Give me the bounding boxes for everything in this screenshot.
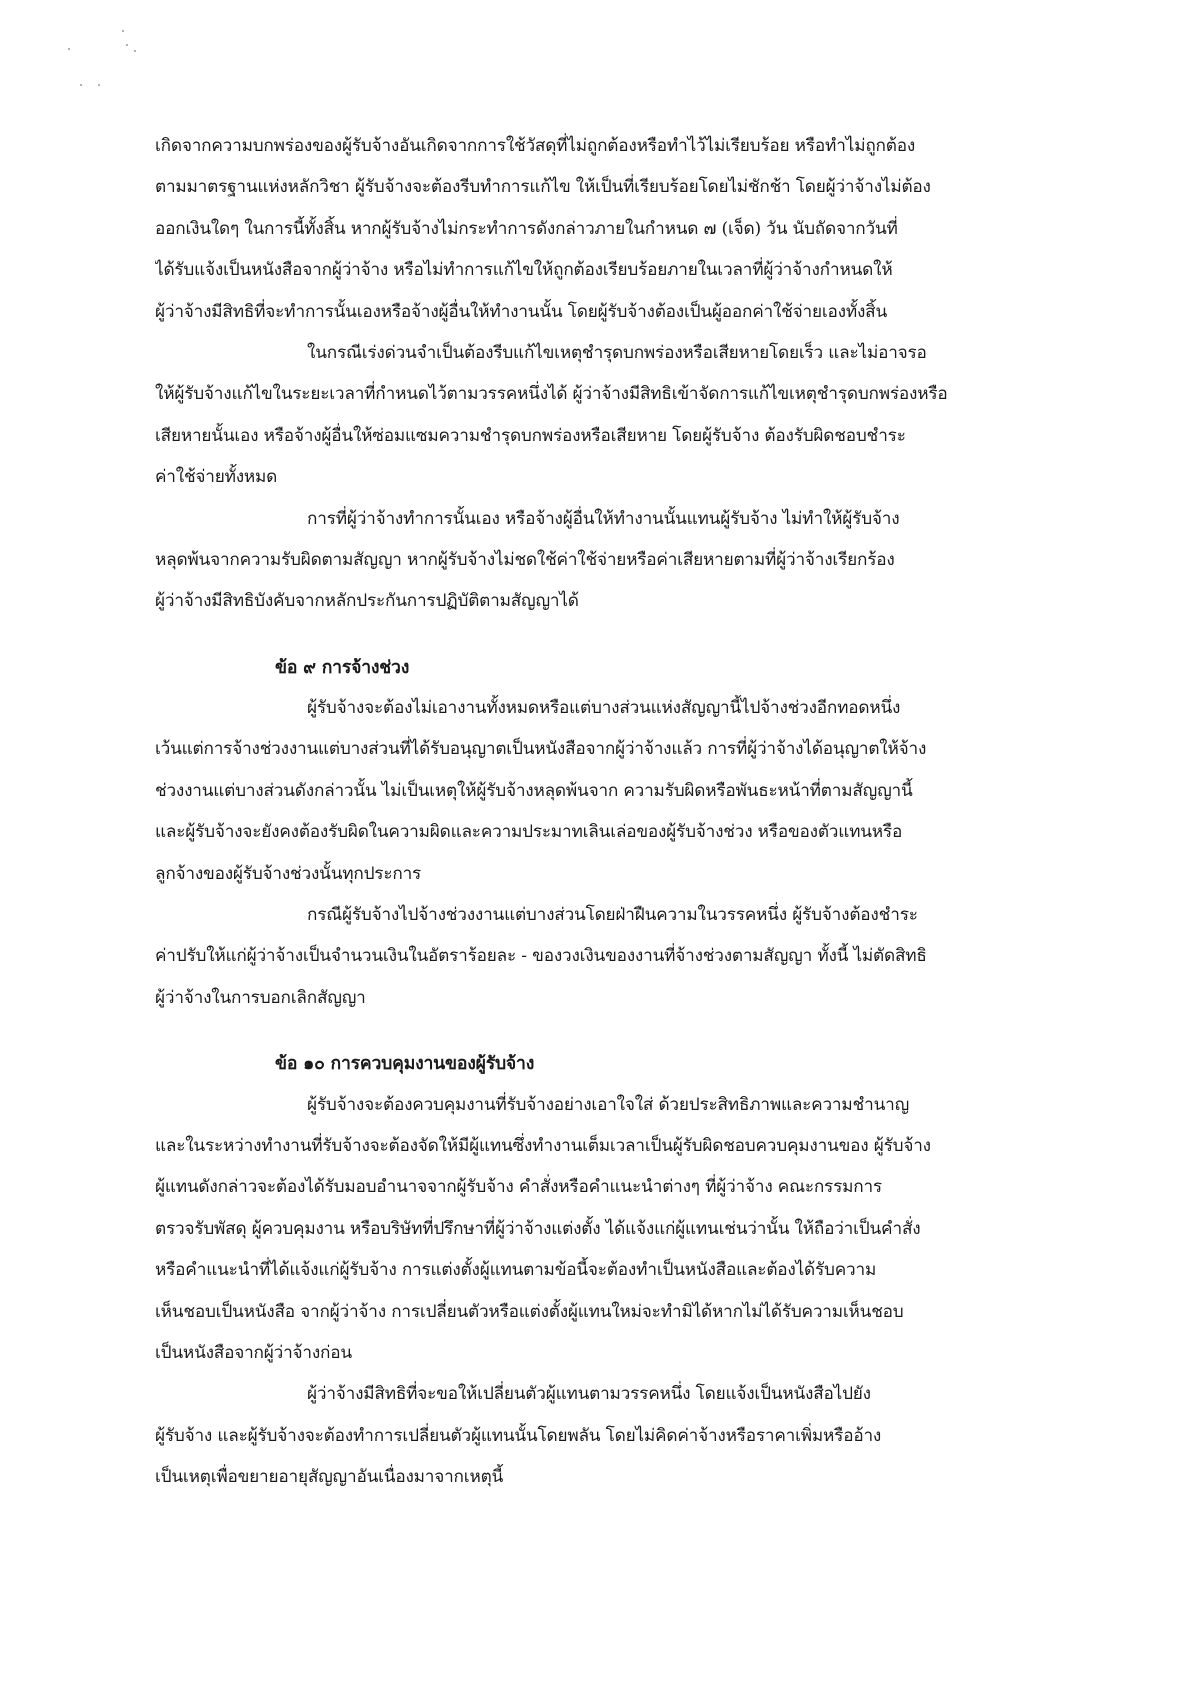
text-line: ในกรณีเร่งด่วนจำเป็นต้องรีบแก้ไขเหตุชำรุดบกพร่องหรือเสียหายโดยเร็ว และไม่อาจรอ <box>307 342 927 363</box>
paragraph-subcontract-penalty <box>155 895 1055 1019</box>
section-heading-10: ข้อ ๑๐ การควบคุมงานของผู้รับจ้าง <box>275 1053 535 1075</box>
text-line: เห็นชอบเป็นหนังสือ จากผู้ว่าจ้าง การเปลี่ยนตัวหรือแต่งตั้งผู้แทนใหม่จะทำมิได้หากไม่ได้รับความเห็นชอบ <box>155 1301 904 1322</box>
text-line: หลุดพ้นจากความรับผิดตามสัญญา หากผู้รับจ้างไม่ชดใช้ค่าใช้จ่ายหรือค่าเสียหายตามที่ผู้ว่าจ้างเรียกร้อง <box>155 549 895 570</box>
document-body <box>155 126 1055 1499</box>
text-line: ผู้ว่าจ้างมีสิทธิที่จะทำการนั้นเองหรือจ้างผู้อื่นให้ทำงานนั้น โดยผู้รับจ้างต้องเป็นผู้ออกค่าใช้จ่ายเองทั้งสิ้น <box>155 301 887 322</box>
text-line: ผู้ว่าจ้างในการบอกเลิกสัญญา <box>155 987 366 1008</box>
scan-speck <box>68 48 70 50</box>
text-line: เป็นเหตุเพื่อขยายอายุสัญญาอันเนื่องมาจากเหตุนี้ <box>155 1467 504 1488</box>
section-heading-9: ข้อ ๙ การจ้างช่วง <box>275 656 410 678</box>
text-line: กรณีผู้รับจ้างไปจ้างช่วงงานแต่บางส่วนโดยฝ่าฝืนความในวรรคหนึ่ง ผู้รับจ้างต้องชำระ <box>307 905 918 926</box>
text-line: ตามมาตรฐานแห่งหลักวิชา ผู้รับจ้างจะต้องรีบทำการแก้ไข ให้เป็นที่เรียบร้อยโดยไม่ชักช้า โดยผู้ว่าจ้างไม่ต้อง <box>155 177 931 198</box>
scan-speck <box>80 84 82 86</box>
text-line: ออกเงินใดๆ ในการนี้ทั้งสิ้น หากผู้รับจ้างไม่กระทำการดังกล่าวภายในกำหนด ๗ (เจ็ด) วัน นับถัดจากวันที่ <box>155 218 898 239</box>
text-line: และในระหว่างทำงานที่รับจ้างจะต้องจัดให้มีผู้แทนซึ่งทำงานเต็มเวลาเป็นผู้รับผิดชอบควบคุมงานของ ผู้รับจ้าง <box>155 1135 931 1156</box>
scan-speck <box>122 30 124 32</box>
paragraph-subcontracting <box>155 688 1055 895</box>
text-line: ผู้รับจ้างจะต้องไม่เอางานทั้งหมดหรือแต่บางส่วนแห่งสัญญานี้ไปจ้างช่วงอีกทอดหนึ่ง <box>307 698 901 719</box>
text-line: ผู้แทนดังกล่าวจะต้องได้รับมอบอำนาจจากผู้รับจ้าง คำสั่งหรือคำแนะนำต่างๆ ที่ผู้ว่าจ้าง คณะกรรมการ <box>155 1177 882 1198</box>
text-line: ผู้รับจ้าง และผู้รับจ้างจะต้องทำการเปลี่ยนตัวผู้แทนนั้นโดยพลัน โดยไม่คิดค่าจ้างหรือราคาเพิ่มหรืออ้าง <box>155 1425 882 1446</box>
text-line: เป็นหนังสือจากผู้ว่าจ้างก่อน <box>155 1342 352 1363</box>
text-line: เกิดจากความบกพร่องของผู้รับจ้างอันเกิดจากการใช้วัสดุที่ไม่ถูกต้องหรือทำไว้ไม่เรียบร้อย หรือทำไม่ถูกต้อง <box>155 136 916 156</box>
text-line: ค่าปรับให้แก่ผู้ว่าจ้างเป็นจำนวนเงินในอัตราร้อยละ - ของวงเงินของงานที่จ้างช่วงตามสัญญา ทั้งนี้ ไม่ตัดสิทธิ <box>155 946 927 967</box>
text-line: หรือคำแนะนำที่ได้แจ้งแก่ผู้รับจ้าง การแต่งตั้งผู้แทนตามข้อนี้จะต้องทำเป็นหนังสือและต้องได้รับความ <box>155 1260 877 1281</box>
paragraph-liability <box>155 499 1055 623</box>
scan-speck <box>98 84 100 86</box>
text-line: ได้รับแจ้งเป็นหนังสือจากผู้ว่าจ้าง หรือไม่ทำการแก้ไขให้ถูกต้องเรียบร้อยภายในเวลาที่ผู้ว่าจ้างกำหนดให้ <box>155 260 893 281</box>
paragraph-work-supervision <box>155 1085 1055 1375</box>
text-line: การที่ผู้ว่าจ้างทำการนั้นเอง หรือจ้างผู้อื่นให้ทำงานนั้นแทนผู้รับจ้าง ไม่ทำให้ผู้รับจ้าง <box>307 508 900 529</box>
text-line: เว้นแต่การจ้างช่วงงานแต่บางส่วนที่ได้รับอนุญาตเป็นหนังสือจากผู้ว่าจ้างแล้ว การที่ผู้ว่าจ้างได้อนุญาตให้จ้าง <box>155 739 927 760</box>
text-line: ลูกจ้างของผู้รับจ้างช่วงนั้นทุกประการ <box>155 863 422 884</box>
text-line: ผู้ว่าจ้างมีสิทธิบังคับจากหลักประกันการปฏิบัติตามสัญญาได้ <box>155 591 579 612</box>
text-line: ค่าใช้จ่ายทั้งหมด <box>155 467 278 488</box>
paragraph-representative-change <box>155 1374 1055 1498</box>
text-line: ตรวจรับพัสดุ ผู้ควบคุมงาน หรือบริษัทที่ปรึกษาที่ผู้ว่าจ้างแต่งตั้ง ได้แจ้งแก่ผู้แทนเช่นว่านั้น ให้ถือว่าเป็นคำสั่ง <box>155 1218 921 1239</box>
scan-speck <box>134 50 136 52</box>
section-gap <box>155 1019 1055 1043</box>
text-line: ผู้รับจ้างจะต้องควบคุมงานที่รับจ้างอย่างเอาใจใส่ ด้วยประสิทธิภาพและความชำนาญ <box>307 1094 910 1115</box>
text-line: ผู้ว่าจ้างมีสิทธิที่จะขอให้เปลี่ยนตัวผู้แทนตามวรรคหนึ่ง โดยแจ้งเป็นหนังสือไปยัง <box>307 1384 871 1405</box>
text-line: และผู้รับจ้างจะยังคงต้องรับผิดในความผิดและความประมาทเลินเล่อของผู้รับจ้างช่วง หรือของตัวแทนหรือ <box>155 822 903 843</box>
text-line: ให้ผู้รับจ้างแก้ไขในระยะเวลาที่กำหนดไว้ตามวรรคหนึ่งได้ ผู้ว่าจ้างมีสิทธิเข้าจัดการแก้ไขเหตุชำรุดบกพร่องหรือ <box>155 384 948 405</box>
paragraph-urgent-repair <box>155 333 1055 499</box>
paragraph-defect-repair <box>155 126 1055 333</box>
text-line: ช่วงงานแต่บางส่วนดังกล่าวนั้น ไม่เป็นเหตุให้ผู้รับจ้างหลุดพ้นจาก ความรับผิดหรือพันธะหน้าที่ตามสัญญานี้ <box>155 780 913 801</box>
section-gap <box>155 623 1055 647</box>
scan-speck <box>126 44 128 46</box>
text-line: เสียหายนั้นเอง หรือจ้างผู้อื่นให้ซ่อมแซมความชำรุดบกพร่องหรือเสียหาย โดยผู้รับจ้าง ต้องรับผิดชอบชำระ <box>155 425 906 446</box>
